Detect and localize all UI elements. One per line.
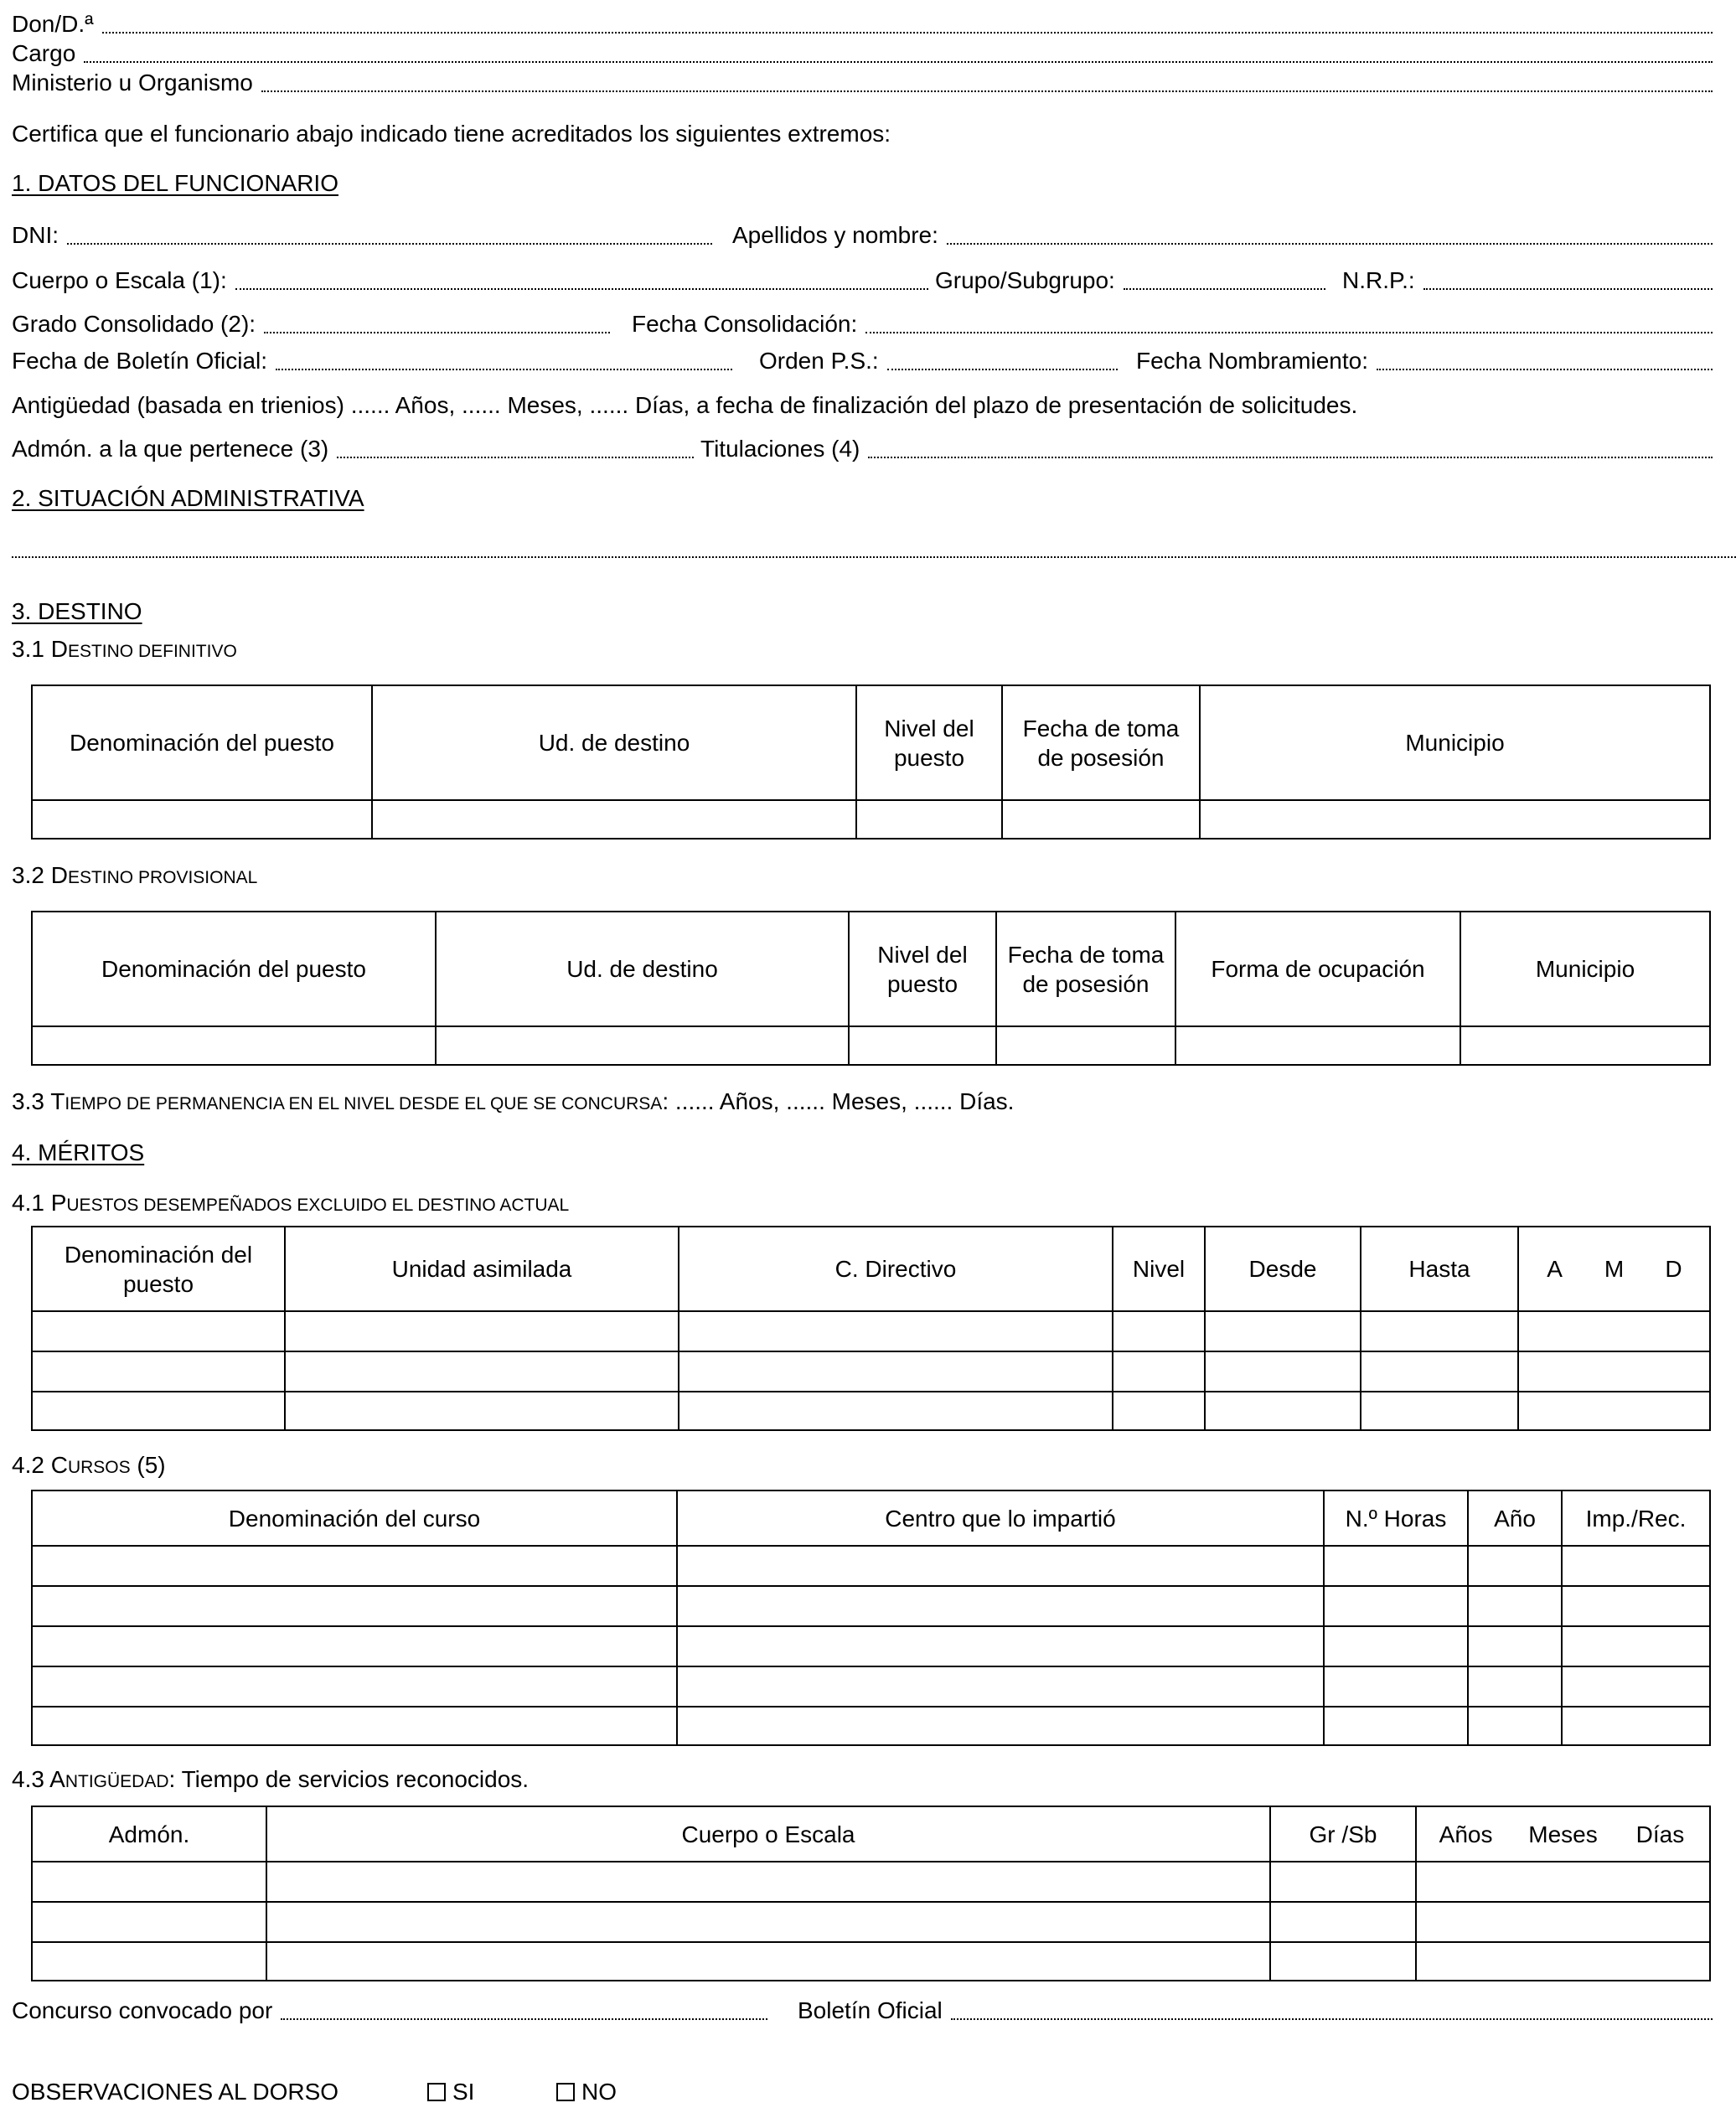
- table-cell[interactable]: [32, 1026, 436, 1065]
- destino-definitivo-table: [31, 685, 1711, 840]
- orden-line: [759, 347, 1121, 375]
- table-cell[interactable]: [32, 1902, 266, 1942]
- table-cell[interactable]: [1205, 1392, 1361, 1430]
- antiguedad-line: Antigüedad (basada en trienios) ...... Años, ...... Meses, ...... Días, a fecha de finalización del plazo de presentación de solicitudes.: [12, 392, 1358, 418]
- orden-label: Orden P.S.:: [759, 348, 879, 374]
- subsection-3-1: 3.1 DESTINO DEFINITIVO: [12, 636, 237, 662]
- t1-header: Nivel del puesto: [856, 685, 1002, 800]
- t41-header: Hasta: [1361, 1227, 1518, 1311]
- fecha-boletin-label: Fecha de Boletín Oficial:: [12, 348, 268, 374]
- table-cell[interactable]: [1468, 1586, 1562, 1626]
- fecha-consolidacion-label: Fecha Consolidación:: [632, 311, 858, 337]
- table-cell[interactable]: [32, 1707, 677, 1745]
- fecha-consolidacion-line: [632, 310, 1716, 338]
- fecha-consolidacion-field[interactable]: [865, 330, 1713, 333]
- table-cell[interactable]: [1324, 1626, 1468, 1666]
- cuerpo-field[interactable]: [235, 287, 928, 290]
- table-cell[interactable]: [266, 1862, 1270, 1902]
- table-cell[interactable]: [266, 1942, 1270, 1981]
- table-cell[interactable]: [679, 1351, 1113, 1392]
- table-cell[interactable]: [1002, 800, 1200, 839]
- table-row: [32, 1626, 1710, 1666]
- concurso-label: Concurso convocado por: [12, 1997, 273, 2023]
- section-1-title: 1. DATOS DEL FUNCIONARIO: [12, 170, 338, 196]
- si-label: SI: [452, 2079, 475, 2105]
- cargo-line: [12, 39, 1716, 68]
- section-2-title: 2. SITUACIÓN ADMINISTRATIVA: [12, 485, 364, 511]
- ministerio-line: [12, 69, 1716, 97]
- t43-header: Admón.: [32, 1806, 266, 1862]
- table-cell[interactable]: [1416, 1942, 1710, 1981]
- grupo-line: [935, 266, 1329, 295]
- grupo-field[interactable]: [1124, 287, 1325, 290]
- table-cell[interactable]: [1324, 1666, 1468, 1707]
- apellidos-field[interactable]: [947, 241, 1713, 245]
- dni-field[interactable]: [67, 241, 712, 245]
- certifica-text: Certifica que el funcionario abajo indicado tiene acreditados los siguientes extremos:: [12, 121, 891, 147]
- t2-header: Nivel del puesto: [849, 912, 996, 1026]
- admon-label: Admón. a la que pertenece (3): [12, 436, 329, 462]
- table-cell[interactable]: [1468, 1626, 1562, 1666]
- t43-header: Gr /Sb: [1270, 1806, 1416, 1862]
- t43-amd-header: Años Meses Días: [1416, 1806, 1710, 1862]
- table-cell[interactable]: [32, 1351, 285, 1392]
- table-row: [32, 1311, 1710, 1351]
- table-cell[interactable]: [1324, 1707, 1468, 1745]
- fecha-boletin-field[interactable]: [276, 367, 732, 370]
- table-cell[interactable]: [32, 1586, 677, 1626]
- subsection-4-2: 4.2 CURSOS (5): [12, 1452, 166, 1478]
- table-cell[interactable]: [1562, 1626, 1710, 1666]
- table-cell[interactable]: [677, 1626, 1324, 1666]
- table-cell[interactable]: [266, 1902, 1270, 1942]
- table-cell[interactable]: [32, 1546, 677, 1586]
- table-cell[interactable]: [677, 1666, 1324, 1707]
- table-cell[interactable]: [1416, 1902, 1710, 1942]
- table-cell[interactable]: [1468, 1546, 1562, 1586]
- t41-amd-header: A M D: [1518, 1227, 1710, 1311]
- table-cell[interactable]: [1205, 1311, 1361, 1351]
- table-cell[interactable]: [32, 1666, 677, 1707]
- t41-header: Denominación del puesto: [32, 1227, 285, 1311]
- t1-header: Ud. de destino: [372, 685, 856, 800]
- table-cell[interactable]: [32, 1862, 266, 1902]
- nrp-label: N.R.P.:: [1342, 267, 1415, 293]
- admon-field[interactable]: [337, 455, 694, 458]
- table-row: [32, 1392, 1710, 1430]
- table-cell[interactable]: [1518, 1311, 1710, 1351]
- no-checkbox[interactable]: [556, 2083, 575, 2101]
- t41-header: Desde: [1205, 1227, 1361, 1311]
- antiguedad-table: [31, 1806, 1711, 1981]
- table-cell[interactable]: [1270, 1902, 1416, 1942]
- t2-header: Forma de ocupación: [1175, 912, 1460, 1026]
- t42-header: Denominación del curso: [32, 1490, 677, 1546]
- table-cell[interactable]: [1113, 1392, 1205, 1430]
- table-cell[interactable]: [1324, 1546, 1468, 1586]
- table-cell[interactable]: [856, 800, 1002, 839]
- t2-header: Denominación del puesto: [32, 912, 436, 1026]
- table-cell[interactable]: [1200, 800, 1710, 839]
- table-cell[interactable]: [1324, 1586, 1468, 1626]
- grado-line: [12, 310, 613, 338]
- observaciones-no-option[interactable]: [556, 2078, 617, 2106]
- table-cell[interactable]: [32, 1311, 285, 1351]
- titulaciones-line: [700, 435, 1716, 463]
- dni-label: DNI:: [12, 222, 59, 248]
- t41-header: Unidad asimilada: [285, 1227, 679, 1311]
- table-cell[interactable]: [677, 1707, 1324, 1745]
- table-cell[interactable]: [1361, 1351, 1518, 1392]
- table-cell[interactable]: [1270, 1942, 1416, 1981]
- t41-header: C. Directivo: [679, 1227, 1113, 1311]
- don-line: [12, 10, 1716, 39]
- t2-header: Ud. de destino: [436, 912, 849, 1026]
- table-cell[interactable]: [677, 1546, 1324, 1586]
- table-cell[interactable]: [1361, 1392, 1518, 1430]
- fecha-nombramiento-line: [1136, 347, 1716, 375]
- t42-header: Centro que lo impartió: [677, 1490, 1324, 1546]
- table-cell[interactable]: [1416, 1862, 1710, 1902]
- grado-label: Grado Consolidado (2):: [12, 311, 256, 337]
- table-cell[interactable]: [1468, 1707, 1562, 1745]
- t42-header: Año: [1468, 1490, 1562, 1546]
- t42-header: Imp./Rec.: [1562, 1490, 1710, 1546]
- cursos-table: [31, 1490, 1711, 1746]
- table-row: [32, 1862, 1710, 1902]
- table-cell[interactable]: [1175, 1026, 1460, 1065]
- table-cell[interactable]: [1205, 1351, 1361, 1392]
- table-cell[interactable]: [32, 1392, 285, 1430]
- t1-header: Denominación del puesto: [32, 685, 372, 800]
- t43-header: Cuerpo o Escala: [266, 1806, 1270, 1862]
- fecha-boletin-line: [12, 347, 736, 375]
- ministerio-field[interactable]: [261, 89, 1713, 92]
- situacion-field[interactable]: [12, 553, 1736, 558]
- table-row: [32, 1902, 1710, 1942]
- table-cell[interactable]: [679, 1392, 1113, 1430]
- grado-field[interactable]: [264, 330, 610, 333]
- boletin-line: [798, 1997, 1716, 2025]
- apellidos-label: Apellidos y nombre:: [732, 222, 938, 248]
- table-cell[interactable]: [1562, 1707, 1710, 1745]
- table-cell[interactable]: [372, 800, 856, 839]
- cuerpo-line: [12, 266, 932, 295]
- table-cell[interactable]: [285, 1311, 679, 1351]
- puestos-table: [31, 1226, 1711, 1431]
- table-cell[interactable]: [1113, 1351, 1205, 1392]
- subsection-3-3: 3.3 TIEMPO DE PERMANENCIA EN EL NIVEL DESDE EL QUE SE CONCURSA: ...... Años, ...... Meses, ...... Días.: [12, 1088, 1015, 1114]
- ministerio-label: Ministerio u Organismo: [12, 70, 253, 96]
- cuerpo-label: Cuerpo o Escala (1):: [12, 267, 227, 293]
- table-cell[interactable]: [285, 1392, 679, 1430]
- section-3-title: 3. DESTINO: [12, 598, 142, 624]
- concurso-line: [12, 1997, 771, 2025]
- admon-line: [12, 435, 697, 463]
- fecha-nombramiento-label: Fecha Nombramiento:: [1136, 348, 1369, 374]
- table-cell[interactable]: [1361, 1311, 1518, 1351]
- table-cell[interactable]: [32, 1942, 266, 1981]
- t2-header: Fecha de toma de posesión: [996, 912, 1175, 1026]
- table-cell[interactable]: [1562, 1546, 1710, 1586]
- apellidos-line: [732, 221, 1716, 250]
- grupo-label: Grupo/Subgrupo:: [935, 267, 1115, 293]
- boletin-label: Boletín Oficial: [798, 1997, 943, 2023]
- concurso-field[interactable]: [281, 2017, 767, 2020]
- table-row: [32, 1586, 1710, 1626]
- observaciones-si-option[interactable]: [427, 2078, 474, 2106]
- table-cell[interactable]: [32, 800, 372, 839]
- fecha-nombramiento-field[interactable]: [1377, 367, 1713, 370]
- cargo-label: Cargo: [12, 40, 76, 66]
- t1-header: Fecha de toma de posesión: [1002, 685, 1200, 800]
- observaciones-label: OBSERVACIONES AL DORSO: [12, 2079, 339, 2105]
- table-cell[interactable]: [32, 1626, 677, 1666]
- table-cell[interactable]: [1562, 1666, 1710, 1707]
- t1-header: Municipio: [1200, 685, 1710, 800]
- subsection-4-1: 4.1 PUESTOS DESEMPEÑADOS EXCLUIDO EL DESTINO ACTUAL: [12, 1190, 570, 1216]
- nrp-field[interactable]: [1423, 287, 1713, 290]
- table-cell[interactable]: [285, 1351, 679, 1392]
- t42-header: N.º Horas: [1324, 1490, 1468, 1546]
- table-row: [32, 1546, 1710, 1586]
- cargo-field[interactable]: [84, 59, 1713, 63]
- titulaciones-field[interactable]: [868, 455, 1713, 458]
- don-label: Don/D.ª: [12, 11, 94, 37]
- table-cell[interactable]: [1518, 1392, 1710, 1430]
- table-cell[interactable]: [1468, 1666, 1562, 1707]
- destino-provisional-table: [31, 911, 1711, 1066]
- no-label: NO: [581, 2079, 617, 2105]
- boletin-field[interactable]: [951, 2017, 1713, 2020]
- table-cell[interactable]: [436, 1026, 849, 1065]
- table-cell[interactable]: [1562, 1586, 1710, 1626]
- subsection-4-3: 4.3 ANTIGÜEDAD: Tiempo de servicios reconocidos.: [12, 1766, 530, 1792]
- table-cell[interactable]: [1518, 1351, 1710, 1392]
- table-row: [32, 1351, 1710, 1392]
- table-cell[interactable]: [1113, 1311, 1205, 1351]
- t41-header: Nivel: [1113, 1227, 1205, 1311]
- t2-header: Municipio: [1460, 912, 1710, 1026]
- table-cell[interactable]: [996, 1026, 1175, 1065]
- don-field[interactable]: [102, 30, 1713, 34]
- table-row: [32, 1666, 1710, 1707]
- si-checkbox[interactable]: [427, 2083, 446, 2101]
- table-cell[interactable]: [679, 1311, 1113, 1351]
- titulaciones-label: Titulaciones (4): [700, 436, 860, 462]
- table-cell[interactable]: [1460, 1026, 1710, 1065]
- orden-field[interactable]: [887, 367, 1118, 370]
- subsection-3-2: 3.2 DESTINO PROVISIONAL: [12, 862, 258, 888]
- nrp-line: [1342, 266, 1716, 295]
- table-row: [32, 1942, 1710, 1981]
- table-cell[interactable]: [677, 1586, 1324, 1626]
- table-cell[interactable]: [1270, 1862, 1416, 1902]
- section-4-title: 4. MÉRITOS: [12, 1139, 145, 1165]
- table-row: [32, 1707, 1710, 1745]
- table-cell[interactable]: [849, 1026, 996, 1065]
- dni-line: [12, 221, 716, 250]
